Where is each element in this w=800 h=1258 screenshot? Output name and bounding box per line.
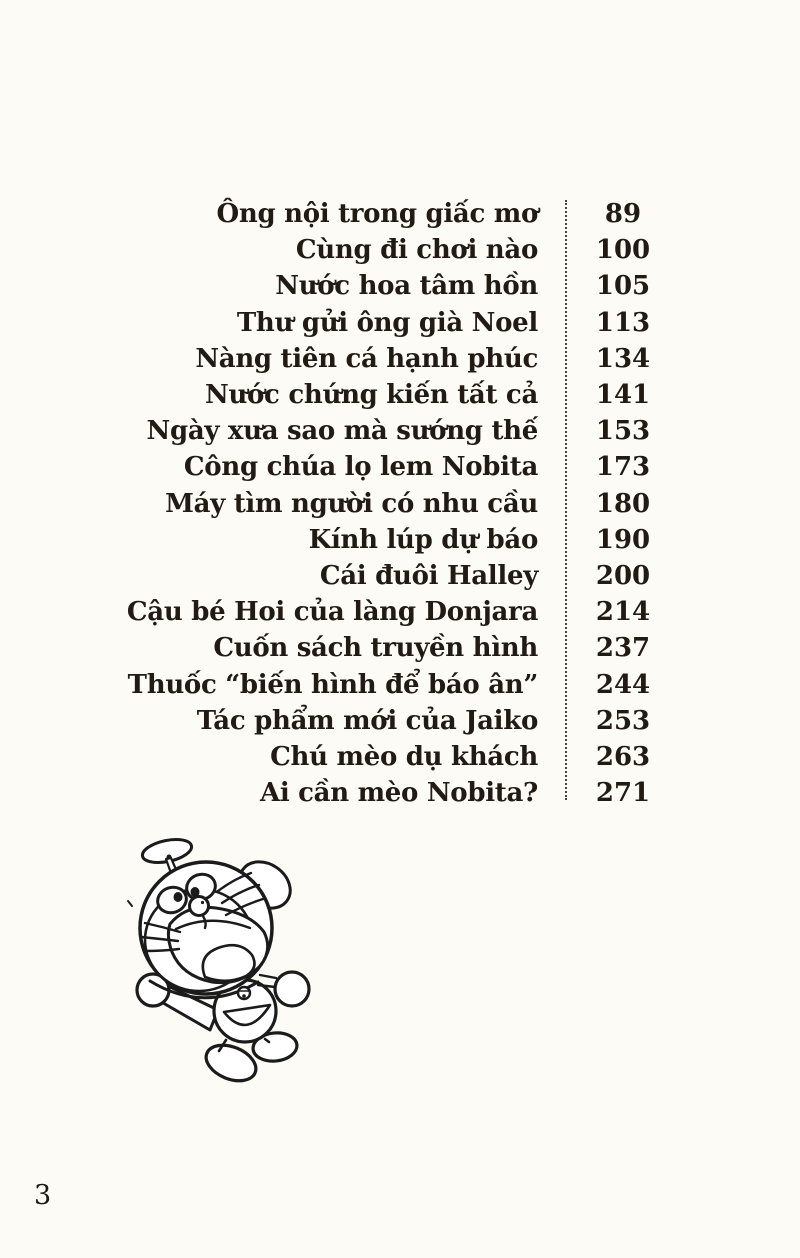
toc-divider-line [565, 200, 567, 800]
toc-entry-title: Cậu bé Hoi của làng Donjara [126, 597, 538, 628]
toc-row [0, 666, 800, 702]
toc-row [0, 486, 800, 522]
toc-row [0, 268, 800, 304]
toc-row [0, 196, 800, 232]
toc-entry-page: 153 [595, 416, 651, 447]
page-number: 3 [34, 1180, 52, 1211]
toc-row [0, 522, 800, 558]
toc-entry-page: 271 [595, 778, 651, 809]
speck-mark [128, 901, 132, 906]
toc-entry-title: Công chúa lọ lem Nobita [183, 452, 538, 483]
toc-entry-title: Kính lúp dự báo [308, 524, 538, 555]
toc-entry-title: Ngày xưa sao mà sướng thế [146, 416, 538, 447]
doraemon-illustration [68, 828, 328, 1094]
toc-entry-page: 180 [595, 488, 651, 519]
toc-entry-page: 113 [595, 307, 651, 338]
toc-entry-page: 173 [595, 452, 651, 483]
toc-entry-page: 200 [595, 560, 651, 591]
toc-entry-title: Chú mèo dụ khách [270, 741, 538, 772]
toc-entry-title: Cái đuôi Halley [319, 560, 538, 591]
toc-entry-page: 263 [595, 741, 651, 772]
toc-row [0, 305, 800, 341]
toc-row [0, 630, 800, 666]
toc-entry-title: Ông nội trong giấc mơ [216, 199, 538, 230]
toc-entry-page: 105 [595, 271, 651, 302]
toc-row [0, 232, 800, 268]
toc-entry-title: Tác phẩm mới của Jaiko [196, 705, 538, 736]
toc-entry-title: Thư gửi ông già Noel [236, 307, 538, 338]
toc-row [0, 558, 800, 594]
toc-row [0, 703, 800, 739]
toc-entry-title: Nước hoa tâm hồn [275, 271, 538, 302]
toc-row [0, 341, 800, 377]
toc-entry-title: Ai cần mèo Nobita? [259, 778, 538, 809]
toc-entry-title: Thuốc “biến hình để báo ân” [127, 669, 538, 700]
toc-entry-title: Cuốn sách truyền hình [213, 633, 538, 664]
toc-entry-page: 214 [595, 597, 651, 628]
doraemon-right-hand [275, 972, 309, 1006]
toc-row [0, 594, 800, 630]
toc-entry-page: 100 [595, 235, 651, 266]
toc-entry-page: 253 [595, 705, 651, 736]
toc-entry-title: Cùng đi chơi nào [295, 235, 538, 266]
toc-row [0, 739, 800, 775]
toc-entry-page: 190 [595, 524, 651, 555]
toc-row [0, 377, 800, 413]
toc-row [0, 775, 800, 811]
doraemon-nose [190, 897, 209, 916]
toc-entry-title: Máy tìm người có nhu cầu [165, 488, 538, 519]
toc-row [0, 413, 800, 449]
table-of-contents [0, 196, 800, 811]
toc-entry-page: 89 [604, 199, 642, 230]
toc-entry-page: 244 [595, 669, 651, 700]
doraemon-tongue [203, 945, 255, 981]
toc-entry-page: 134 [595, 343, 651, 374]
toc-row [0, 449, 800, 485]
toc-entry-page: 141 [595, 380, 651, 411]
doraemon-bell [238, 987, 250, 999]
toc-entry-page: 237 [595, 633, 651, 664]
toc-entry-title: Nàng tiên cá hạnh phúc [195, 343, 538, 374]
toc-entry-title: Nước chứng kiến tất cả [204, 380, 538, 411]
